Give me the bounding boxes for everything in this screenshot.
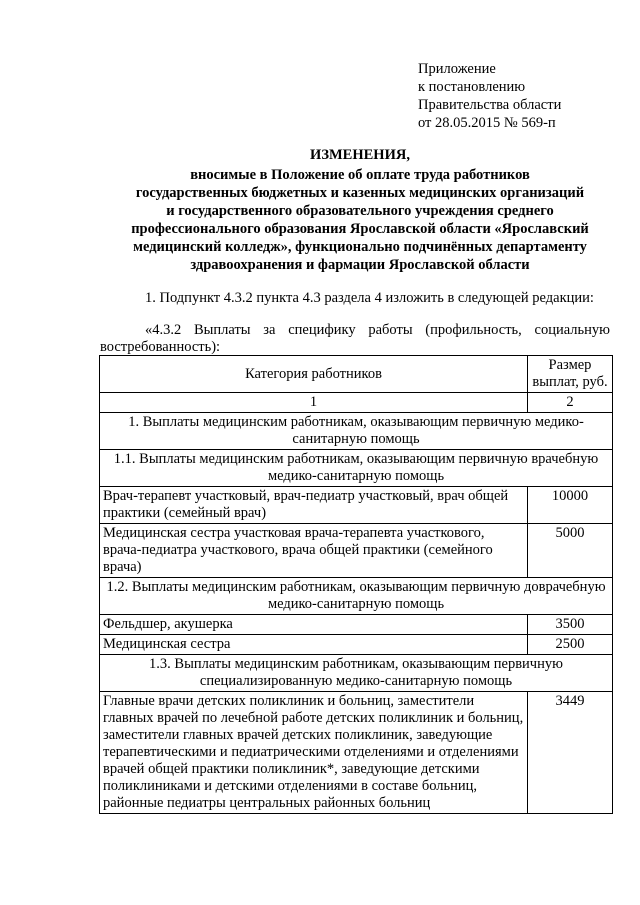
appendix-line: Правительства области — [418, 97, 562, 113]
table-numbering-row — [100, 393, 613, 413]
title-heading: ИЗМЕНЕНИЯ, — [310, 147, 410, 163]
table-row — [100, 615, 613, 635]
paragraph-2: «4.3.2 Выплаты за специфику работы (профильность, социальную востребованность): — [100, 322, 610, 355]
table-row — [100, 487, 613, 524]
amount-cell: 3449 — [528, 692, 613, 814]
subsection-row — [100, 450, 613, 487]
title-line: и государственного образовательного учреждения среднего — [166, 203, 554, 219]
title-line: государственных бюджетных и казенных медицинских организаций — [135, 185, 585, 201]
amount-cell: 5000 — [528, 524, 613, 578]
appendix-date-number: от 28.05.2015 № 569-п — [418, 115, 556, 131]
category-cell: Фельдшер, акушерка — [100, 615, 528, 635]
category-cell: Медицинская сестра участковая врача-терапевта участкового, врача-педиатра участкового, врача общей практики (семейного врача) — [100, 524, 528, 578]
appendix-line: к постановлению — [418, 79, 526, 95]
subsection-1-2-heading: 1.2. Выплаты медицинским работникам, оказывающим первичную доврачебную медико-санитарную помощь — [100, 578, 613, 615]
document-title — [100, 146, 620, 274]
category-cell: Главные врачи детских поликлиник и больниц, заместители главных врачей по лечебной работе детских поликлиник и больниц, заместители главных врачей детских поликлиник, заведующие терапевтическими и педиатрическими отделениями и отделениями врачей общей практики поликлиник*, заведующие детскими поликлиниками и детскими отделениями в составе больниц, районные педиатры центральных районных больниц — [100, 692, 528, 814]
title-line: профессионального образования Ярославской области «Ярославский — [131, 221, 589, 237]
title-line: медицинский колледж», функционально подчинённых департаменту — [133, 239, 587, 255]
amount-cell: 2500 — [528, 635, 613, 655]
category-cell: Врач-терапевт участковый, врач-педиатр участковый, врач общей практики (семейный врач) — [100, 487, 528, 524]
subsection-row — [100, 655, 613, 692]
table-row — [100, 635, 613, 655]
subsection-1-1-heading: 1.1. Выплаты медицинским работникам, оказывающим первичную врачебную медико-санитарную помощь — [100, 450, 613, 487]
appendix-block — [418, 60, 561, 132]
amount-cell: 3500 — [528, 615, 613, 635]
subsection-row — [100, 578, 613, 615]
column-number-1: 1 — [100, 393, 528, 413]
column-number-2: 2 — [528, 393, 613, 413]
title-line: здравоохранения и фармации Ярославской области — [190, 257, 530, 273]
table-row — [100, 524, 613, 578]
section-1-heading: 1. Выплаты медицинским работникам, оказывающим первичную медико-санитарную помощь — [100, 413, 613, 450]
category-cell: Медицинская сестра — [100, 635, 528, 655]
header-category: Категория работников — [100, 356, 528, 393]
paragraph-1: 1. Подпункт 4.3.2 пункта 4.3 раздела 4 изложить в следующей редакции: — [145, 290, 594, 306]
header-amount: Размер выплат, руб. — [528, 356, 613, 393]
table-row — [100, 692, 613, 814]
payments-table — [99, 355, 613, 814]
subsection-1-3-heading: 1.3. Выплаты медицинским работникам, оказывающим первичную специализированную медико-санитарную помощь — [100, 655, 613, 692]
amount-cell: 10000 — [528, 487, 613, 524]
title-line: вносимые в Положение об оплате труда работников — [190, 167, 530, 183]
appendix-line: Приложение — [418, 61, 496, 77]
table-header-row — [100, 356, 613, 393]
section-row — [100, 413, 613, 450]
